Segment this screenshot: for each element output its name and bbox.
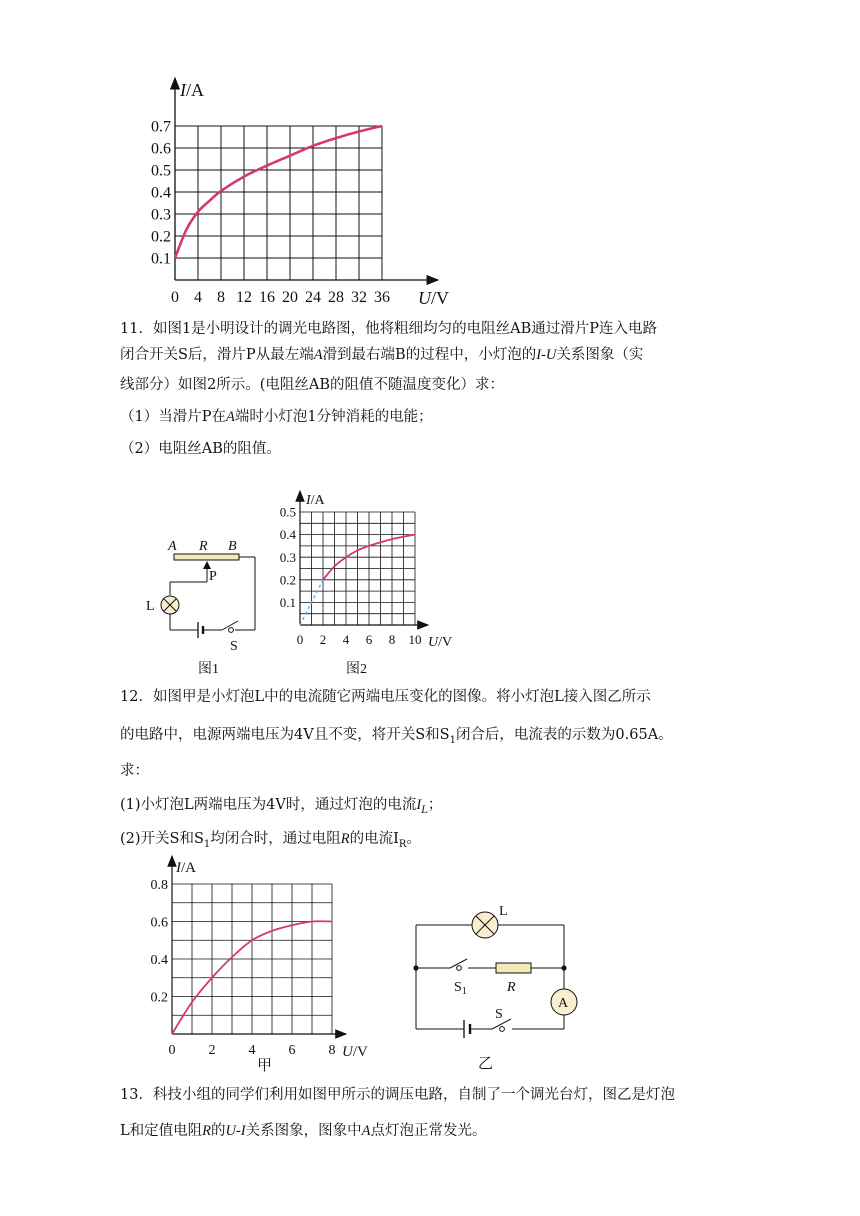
- x-tick-label: 4: [248, 1043, 256, 1058]
- x-axis-label: U/V: [418, 288, 449, 308]
- q13-line2: L和定值电阻R的U-I关系图象，图象中A点灯泡正常发光。: [120, 1123, 487, 1139]
- ammeter-icon: [551, 989, 577, 1015]
- switch-icon: [222, 621, 238, 632]
- y-tick-label: 0.7: [151, 118, 171, 136]
- fig2-caption: 图2: [346, 662, 367, 677]
- x-tick-label: 2: [208, 1043, 216, 1058]
- label-l: L: [146, 599, 155, 614]
- q12-line1: 12．如图甲是小灯泡L中的电流随它两端电压变化的图像。将小灯泡L接入图乙所示: [120, 689, 651, 705]
- x-tick-label: 10: [408, 632, 422, 647]
- q12-line2: 的电路中，电源两端电压为4V且不变，将开关S和$S_1$闭合后，电流表的示数为0.65A。: [120, 727, 673, 746]
- x-tick-label: 24: [305, 289, 321, 306]
- fig-yi-circuit: [400, 900, 600, 1075]
- label-p: P: [209, 569, 217, 584]
- x-tick-label: 6: [365, 632, 373, 647]
- x-tick-label: 0: [168, 1043, 176, 1058]
- fig2-graph: [270, 488, 470, 680]
- q11-sub2: （2）电阻丝AB的阻值。: [120, 441, 281, 457]
- tick-labels: [280, 505, 422, 647]
- fig1-circuit: [140, 530, 275, 680]
- y-tick-label: 0.6: [150, 915, 168, 931]
- q11-sub1: （1）当滑片P在A端时小灯泡1分钟消耗的电能；: [120, 409, 433, 425]
- y-tick-label: 0.8: [150, 877, 168, 893]
- q11-line1: 11．如图1是小明设计的调光电路图，他将粗细均匀的电阻丝AB通过滑片P连入电路: [120, 321, 658, 337]
- x-axis-label: U/V: [342, 1044, 368, 1060]
- y-tick-label: 0.3: [279, 549, 296, 565]
- battery-icon: [198, 622, 203, 638]
- y-tick-label: 0.4: [151, 184, 171, 202]
- label-l: L: [499, 904, 508, 919]
- lamp-icon: [472, 912, 498, 938]
- x-tick-label: 0: [171, 289, 179, 306]
- x-tick-label: 4: [342, 632, 350, 647]
- y-tick-label: 0.1: [279, 594, 296, 610]
- y-axis-label: I/A: [176, 860, 196, 876]
- x-tick-label: 2: [319, 632, 327, 647]
- label-s: S: [495, 1007, 503, 1022]
- y-tick-label: 0.4: [279, 527, 296, 543]
- graph-top: [140, 70, 460, 310]
- label-s1: $S_1$: [454, 980, 467, 997]
- y-tick-label: 0.1: [151, 250, 171, 268]
- y-tick-label: 0.5: [279, 504, 296, 520]
- y-tick-label: 0.2: [279, 572, 296, 588]
- x-axis-label: U/V: [428, 635, 453, 650]
- x-tick-label: 8: [328, 1043, 336, 1058]
- y-tick-label: 0.5: [151, 162, 171, 180]
- y-tick-label: 0.6: [151, 140, 171, 158]
- label-r: R: [507, 980, 516, 995]
- y-axis-label: I/A: [180, 80, 204, 100]
- lamp-icon: [161, 596, 179, 614]
- label-a: A: [168, 539, 177, 554]
- y-axis-label: I/A: [306, 493, 325, 508]
- tick-labels: [151, 878, 336, 1058]
- y-tick-label: 0.2: [150, 990, 168, 1006]
- q11-line3: 线部分）如图2所示。(电阻丝AB的阻值不随温度变化）求：: [120, 377, 505, 393]
- grid-lines: [300, 512, 415, 625]
- x-tick-label: 6: [288, 1043, 296, 1058]
- x-tick-label: 20: [282, 289, 298, 306]
- x-tick-label: 8: [388, 632, 396, 647]
- x-tick-label: 0: [296, 632, 304, 647]
- x-tick-label: 12: [236, 289, 252, 306]
- x-tick-label: 16: [259, 289, 275, 306]
- y-tick-label: 0.2: [151, 228, 171, 246]
- fig-jia-graph: [140, 852, 390, 1077]
- switch-s1-icon: [450, 959, 467, 970]
- x-tick-label: 4: [194, 289, 202, 306]
- slider-p-arrow: [203, 561, 211, 569]
- battery-icon: [464, 1020, 470, 1038]
- svg-text:A: A: [558, 996, 569, 1011]
- grid-lines: [172, 884, 332, 1034]
- y-tick-label: 0.4: [150, 952, 168, 968]
- q11-line2: 闭合开关S后，滑片P从最左端A滑到最右端B的过程中，小灯泡的I-U关系图象（实: [120, 347, 644, 363]
- fig1-caption: 图1: [198, 662, 219, 677]
- label-s: S: [230, 639, 238, 654]
- x-tick-label: 36: [374, 289, 390, 306]
- y-tick-label: 0.3: [151, 206, 171, 224]
- q12-sub1: (1)小灯泡L两端电压为4V时，通过灯泡的电流$I_L$；: [120, 797, 443, 816]
- x-tick-label: 32: [351, 289, 367, 306]
- x-tick-label: 8: [217, 289, 225, 306]
- fig-yi-caption: 乙: [478, 1056, 494, 1072]
- resistor-wire-ab: [174, 554, 239, 560]
- q12-sub2: (2)开关S和$S_1$均闭合时，通过电阻R的电流$I_R$。: [120, 831, 421, 850]
- fig-jia-caption: 甲: [257, 1058, 273, 1074]
- label-r: R: [199, 539, 208, 554]
- q12-line3: 求：: [120, 763, 149, 779]
- x-tick-label: 28: [328, 289, 344, 306]
- q13-line1: 13．科技小组的同学们利用如图甲所示的调压电路，自制了一个调光台灯，图乙是灯泡: [120, 1087, 675, 1103]
- resistor-r: [496, 963, 531, 973]
- tick-labels: [151, 119, 390, 306]
- label-b: B: [228, 539, 237, 554]
